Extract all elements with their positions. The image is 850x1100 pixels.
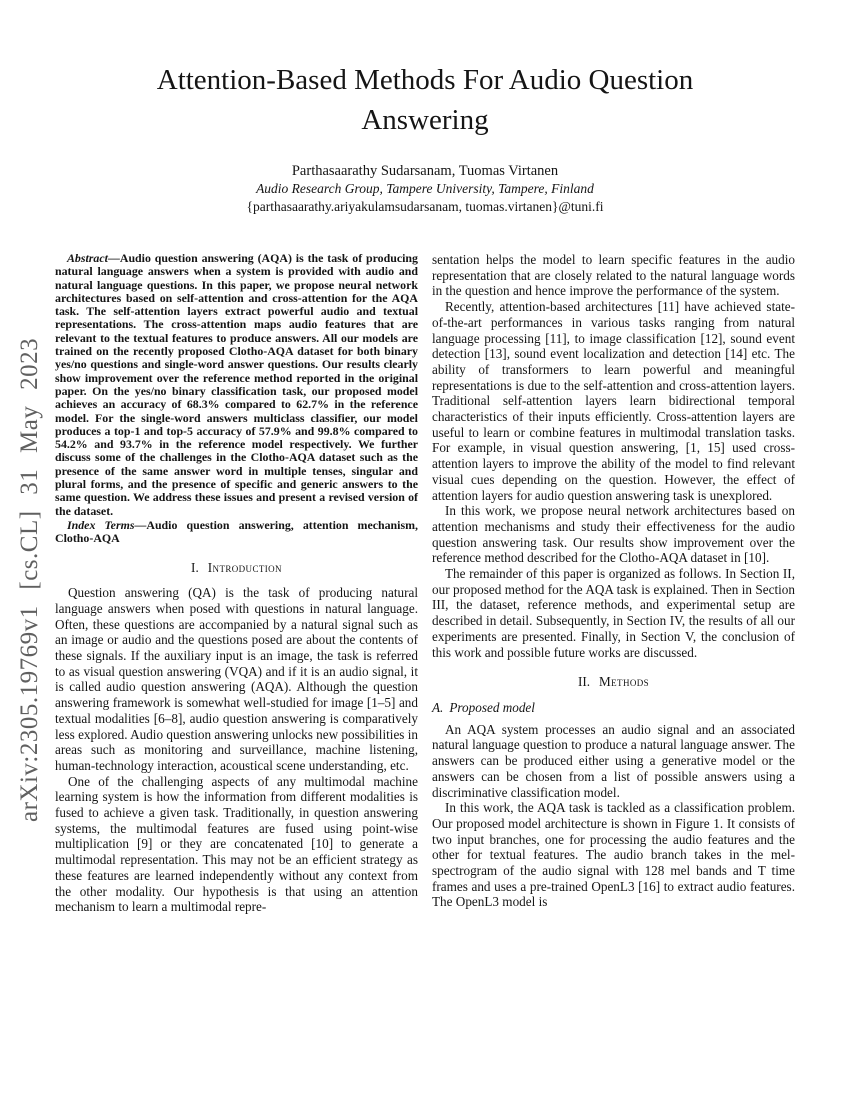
subsection-title: Proposed model [449,699,535,715]
abstract [55,252,418,518]
index-terms-text: Audio question answering, attention mechanism, Clotho-AQA [55,517,418,546]
index-terms-label: Index Terms— [67,517,147,532]
left-column [55,252,418,915]
section-heading-methods [432,674,795,690]
index-terms [55,519,418,546]
arxiv-watermark: arXiv:2305.19769v1 [cs.CL] 31 May 2023 [16,337,43,822]
paragraph-model-architecture: In this work, the AQA task is tackled as a classification problem. Our proposed model architecture is shown in Figure 1. It consists of two input branches, one for processing the audio features and the other for textual features. The audio branch takes in the mel-spectrogram of the audio signal with 128 mel bands and T time frames and uses a pre-trained OpenL3 [16] to extract audio features. The OpenL3 model is [432,800,795,910]
paragraph-attention-architectures: Recently, attention-based architectures [11] have achieved state-of-the-art performances in various tasks ranging from natural language processing [11], to image classification [12], sound event detection [13], sound event localization and detection [14] etc. The ability of transformers to learn powerful and meaningful representations is due to the self-attention and cross-attention layers. Traditional self-attention layers learn bidirectional temporal characteristics of their inputs efficiently. Cross-attention layers are useful to learn or combine features in multimodal translation tasks. For example, in visual question answering, [1, 15] used cross-attention layers to improve the ability of the model to find relevant visual cues depending on the question. However, the effect of attention layers for audio question answering task is unexplored. [432,299,795,503]
abstract-text: Audio question answering (AQA) is the task of producing natural language answers when a system is provided with audio and natural language questions. In this paper, we propose neural network architectures based on self-attention and cross-attention for the AQA task. The self-attention layers extract powerful audio and textual representations. The cross-attention maps audio features that are relevant to the textual features to produce answers. All our models are trained on the recently proposed Clotho-AQA dataset for both binary yes/no questions and single-word answer questions. Our results clearly show improvement over the reference method reported in the original paper. On the yes/no binary classification task, our proposed model achieves an accuracy of 68.3% compared to 62.7% in the reference model. For the single-word answers multiclass classifier, our model produces a top-1 and top-5 accuracy of 57.9% and 99.8% compared to 54.2% and 93.7% in the reference model respectively. We further discuss some of the challenges in the Clotho-AQA dataset such as the presence of the same answer word in multiple tenses, singular and plural forms, and the presence of specific and generic answers to the same question. We address these issues and present a revised version of the dataset. [55,251,418,518]
section-title: Methods [599,674,650,690]
right-column [432,252,795,915]
paragraph-continuation: sentation helps the model to learn specific features in the audio representation that are closely related to the natural language words in the question and hence improve the performance of the system. [432,252,795,299]
paragraph-intro-1: Question answering (QA) is the task of producing natural language answers when posed with questions in natural language. Often, these questions are accompanied by a natural signal such as an image or audio and the questions posed are about the contents of these signals. If the auxiliary input is an image, the task is referred to as visual question answering (VQA) and if it is an audio signal, it is called audio question answering (AQA). Although the question answering framework is somewhat well-studied for image [1–5] and textual modalities [6–8], audio question answering is comparatively less explored. Audio question answering unlocks new possibilities in areas such as monitoring and surveillance, machine listening, human-technology interaction, acoustical scene understanding, etc. [55,585,418,773]
paragraph-aqa-system: An AQA system processes an audio signal and an associated natural language question to produce a natural language answer. The answers can be produced either using a generative model or the answers can be chosen from a list of possible answers using a discriminative classification model. [432,721,795,800]
section-title: Introduction [207,559,282,575]
subsection-label: A. [432,699,444,715]
paragraph-this-work: In this work, we propose neural network architectures based on attention mechanisms and study their effectiveness for the audio question answering task. Our results show improvement over the reference method described for the Clotho-AQA dataset in [10]. [432,503,795,566]
abstract-label: Abstract— [67,251,120,265]
section-number: I. [191,559,199,575]
section-number: II. [577,674,591,690]
subsection-heading-proposed-model [432,700,795,716]
two-column-body [55,252,795,915]
paper-header [0,0,850,216]
affiliation: Audio Research Group, Tampere University, Tampere, Finland [256,181,594,196]
paragraph-paper-outline: The remainder of this paper is organized as follows. In Section II, our proposed method for the AQA task is explained. Then in Section III, the dataset, reference methods, and experimental setup are described in detail. Subsequently, in Section IV, the results of all our experiments are presented. Finally, in Section V, the conclusion of this work and possible future works are discussed. [432,566,795,660]
paper-title: Attention-Based Methods For Audio Question Answering [156,64,694,136]
authors: Parthasaarathy Sudarsanam, Tuomas Virtanen [291,163,559,179]
email: {parthasaarathy.ariyakulamsudarsanam, tuomas.virtanen}@tuni.fi [246,199,604,214]
section-heading-introduction [55,560,418,576]
paragraph-intro-2: One of the challenging aspects of any multimodal machine learning system is how the information from different modalities is fused to achieve a given task. Traditionally, in question answering systems, the multimodal features are fused using point-wise multiplication [9] or they are concatenated [10] to generate a multimodal representation. This may not be an efficient strategy as these features are learned independently without any context from the other modality. Our hypothesis is that using an attention mechanism to learn a multimodal repre- [55,773,418,915]
